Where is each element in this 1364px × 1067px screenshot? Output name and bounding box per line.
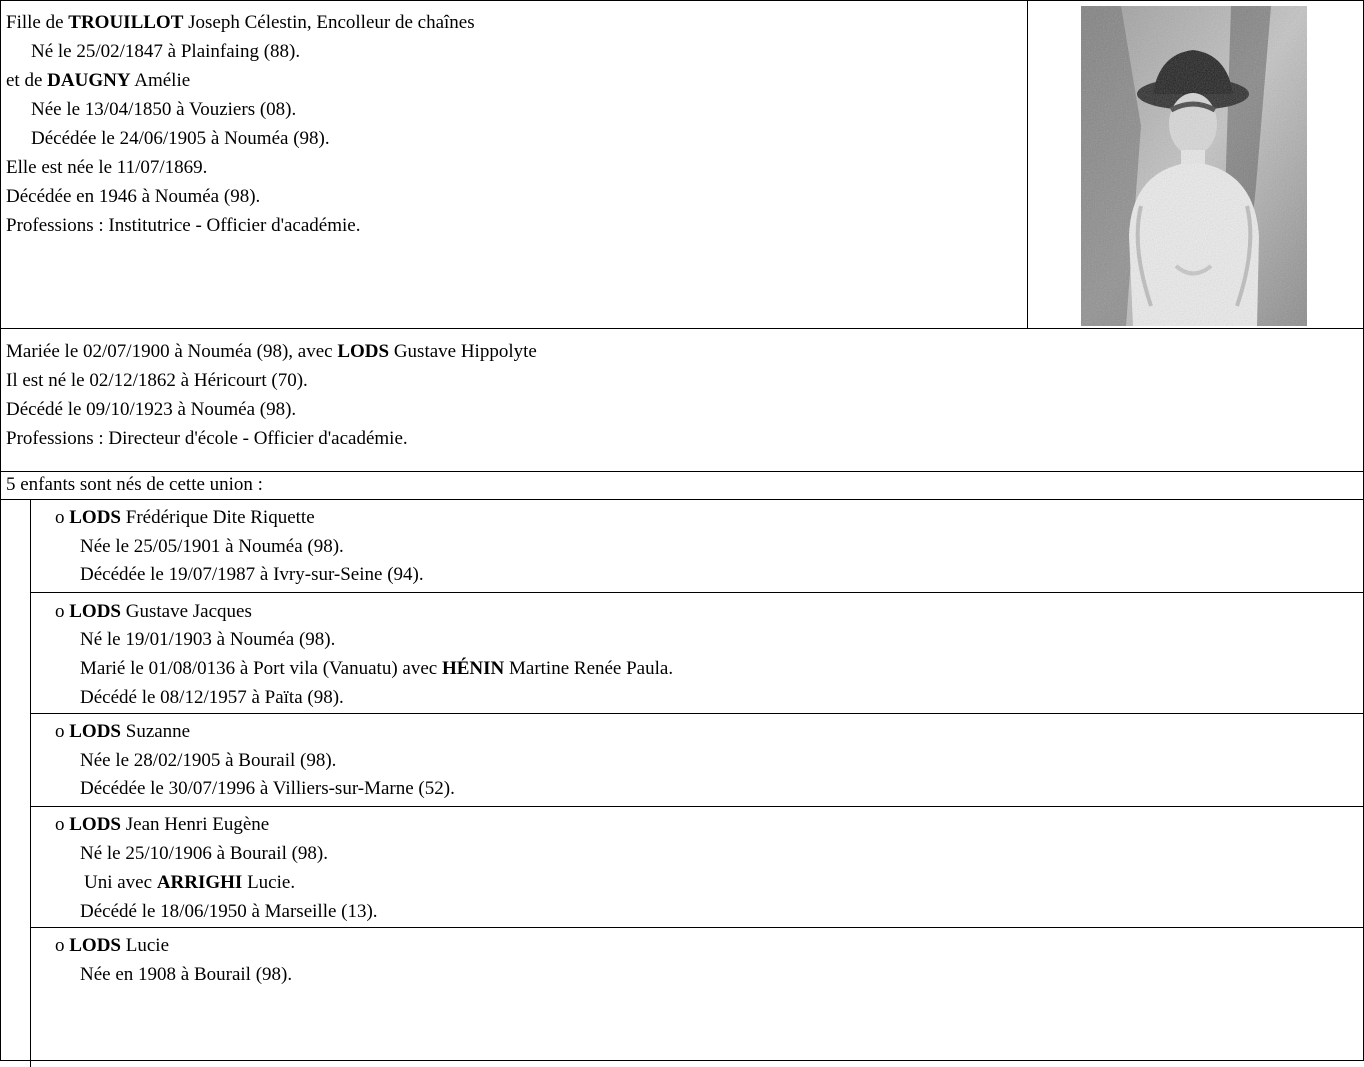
child-union [84, 871, 295, 895]
bullet-icon: o [55, 721, 65, 742]
child-spouse-surname: ARRIGHI [156, 872, 243, 893]
child-spouse-surname: HÉNIN [441, 658, 505, 679]
child-marriage [80, 657, 673, 681]
child-given: Jean Henri Eugène [125, 814, 270, 835]
portrait-photo [1081, 6, 1307, 326]
child-surname: LODS [69, 935, 121, 956]
child-marriage-text: Marié le 01/08/0136 à Port vila (Vanuatu) avec [80, 658, 438, 679]
child-name-line [55, 720, 190, 744]
mother-death: Décédée le 24/06/1905 à Nouméa (98). [31, 128, 330, 149]
mother-birth: Née le 13/04/1850 à Vouziers (08). [31, 99, 297, 120]
children-header: 5 enfants sont nés de cette union : [6, 474, 263, 495]
father-prefix: Fille de [6, 12, 64, 33]
mother-prefix: et de [6, 70, 43, 91]
child-name-line [55, 934, 169, 958]
child-given: Frédérique Dite Riquette [125, 507, 315, 528]
father-surname: TROUILLOT [68, 12, 184, 33]
subject-birth: Elle est née le 11/07/1869. [6, 157, 208, 178]
child-detail: Né le 19/01/1903 à Nouméa (98). [80, 629, 336, 650]
child-spouse-given: Lucie. [247, 872, 296, 893]
child-row [30, 927, 1364, 1067]
bullet-icon: o [55, 814, 65, 835]
mother-surname: DAUGNY [47, 70, 131, 91]
spouse-professions: Professions : Directeur d'école - Officier d'académie. [6, 428, 408, 449]
child-given: Gustave Jacques [125, 601, 252, 622]
bullet-icon: o [55, 935, 65, 956]
child-detail: Née le 28/02/1905 à Bourail (98). [80, 750, 337, 771]
father-given: Joseph Célestin, Encolleur de chaînes [188, 12, 475, 33]
subject-professions: Professions : Institutrice - Officier d'académie. [6, 215, 361, 236]
child-name-line [55, 813, 269, 837]
child-given: Lucie [125, 935, 170, 956]
spouse-given: Gustave Hippolyte [393, 341, 537, 362]
child-detail: Décédé le 08/12/1957 à Païta (98). [80, 687, 344, 708]
father-line [6, 11, 475, 35]
child-surname: LODS [69, 814, 121, 835]
child-detail: Décédée le 30/07/1996 à Villiers-sur-Marne (52). [80, 778, 455, 799]
child-detail: Né le 25/10/1906 à Bourail (98). [80, 843, 329, 864]
subject-death: Décédée en 1946 à Nouméa (98). [6, 186, 261, 207]
child-spouse-given: Martine Renée Paula. [509, 658, 674, 679]
spouse-birth: Il est né le 02/12/1862 à Héricourt (70). [6, 370, 308, 391]
spouse-surname: LODS [337, 341, 390, 362]
child-surname: LODS [69, 507, 121, 528]
spouse-death: Décédé le 09/10/1923 à Nouméa (98). [6, 399, 297, 420]
marriage-prefix: Mariée le 02/07/1900 à Nouméa (98), avec [6, 341, 333, 362]
child-detail: Née en 1908 à Bourail (98). [80, 964, 293, 985]
child-union-text: Uni avec [84, 872, 153, 893]
child-name-line [55, 506, 315, 530]
father-birth: Né le 25/02/1847 à Plainfaing (88). [31, 41, 301, 62]
child-detail: Née le 25/05/1901 à Nouméa (98). [80, 536, 344, 557]
mother-line [6, 69, 190, 93]
child-surname: LODS [69, 601, 121, 622]
child-given: Suzanne [125, 721, 191, 742]
bullet-icon: o [55, 507, 65, 528]
child-detail: Décédée le 19/07/1987 à Ivry-sur-Seine (94). [80, 564, 424, 585]
child-detail: Décédé le 18/06/1950 à Marseille (13). [80, 901, 378, 922]
mother-given: Amélie [134, 70, 191, 91]
child-name-line [55, 600, 252, 624]
child-surname: LODS [69, 721, 121, 742]
bullet-icon: o [55, 601, 65, 622]
marriage-line [6, 340, 537, 364]
